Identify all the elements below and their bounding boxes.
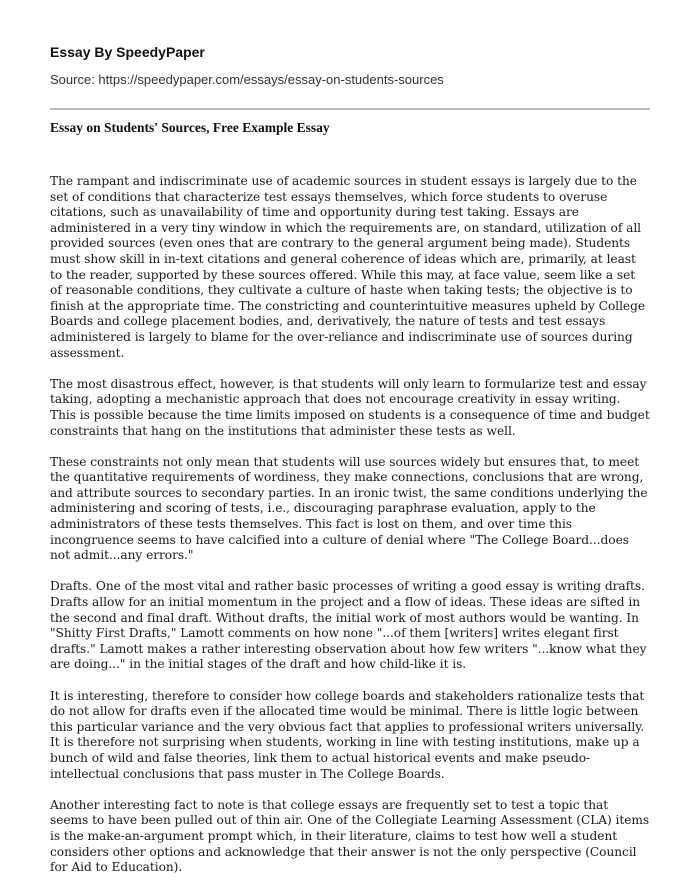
essay-title: Essay on Students' Sources, Free Example Essay (50, 120, 330, 135)
essay-paragraph-5: It is interesting, therefore to consider how college boards and stakeholders rationalize tests that do not allow for drafts even if the allocated time would be minimal. There is little logic between this particular variance and the very obvious fact that applies to professional writers universally. It is therefore not surprising when students, working in line with testing institutions, make up a bunch of wild and false theories, link them to actual historical events and make pseudo-intellectual conclusions that pass muster in The College Boards. (50, 688, 645, 781)
essay-paragraph-6: Another interesting fact to note is that college essays are frequently set to test a topic that seems to have been pulled out of thin air. One of the Collegiate Learning Assessment (CLA) items is the make-an-argument prompt which, in their literature, claims to test how well a student considers other options and acknowledge that their answer is not the only perspective (Council for Aid to Education). (50, 797, 650, 875)
essay-paragraph-4: Drafts. One of the most vital and rather basic processes of writing a good essay is writing drafts. Drafts allow for an initial momentum in the project and a flow of ideas. These ideas are sifted in the second and final draft. Without drafts, the initial work of most authors would be wanting. In "Shitty First Drafts," Lamott comments on how none "...of them [writers] writes elegant first drafts." Lamott makes a rather interesting observation about how few writers "...know what they are doing..." in the initial stages of the draft and how child-like it is. (50, 579, 647, 672)
publisher-title: Essay By SpeedyPaper (50, 44, 205, 60)
header-divider (50, 108, 650, 110)
essay-paragraph-3: These constraints not only mean that students will use sources widely but ensures that, to meet the quantitative requirements of wordiness, they make connections, conclusions that are wrong, and attribute sources to secondary parties. In an ironic twist, the same conditions underlying the administering and scoring of tests, i.e., discouraging paraphrase evaluation, apply to the administrators of these tests themselves. This fact is lost on them, and over time this incongruence seems to have calcified into a culture of denial where "The College Board...does not admit...any errors." (50, 454, 648, 563)
source-url: Source: https://speedypaper.com/essays/essay-on-students-sources (50, 72, 444, 87)
essay-body (50, 174, 650, 891)
essay-paragraph-2: The most disastrous effect, however, is that students will only learn to formularize test and essay taking, adopting a mechanistic approach that does not encourage creativity in essay writing. This is possible because the time limits imposed on students is a consequence of time and budget constraints that hang on the institutions that administer these tests as well. (50, 376, 650, 438)
essay-paragraph-1: The rampant and indiscriminate use of academic sources in student essays is largely due to the set of conditions that characterize test essays themselves, which force students to overuse citations, such as unavailability of time and opportunity during test taking. Essays are administered in a very tiny window in which the requirements are, on standard, utilization of all provided sources (even ones that are contrary to the general argument being made). Students must show skill in in-text citations and general coherence of ideas which are, primarily, at least to the reader, supported by these sources offered. While this may, at face value, seem like a set of reasonable conditions, they cultivate a culture of haste when taking tests; the objective is to finish at the appropriate time. The constricting and counterintuitive measures upheld by College Boards and college placement bodies, and, derivatively, the nature of tests and test essays administered is largely to blame for the over-reliance and indiscriminate use of sources during assessment. (50, 174, 646, 360)
